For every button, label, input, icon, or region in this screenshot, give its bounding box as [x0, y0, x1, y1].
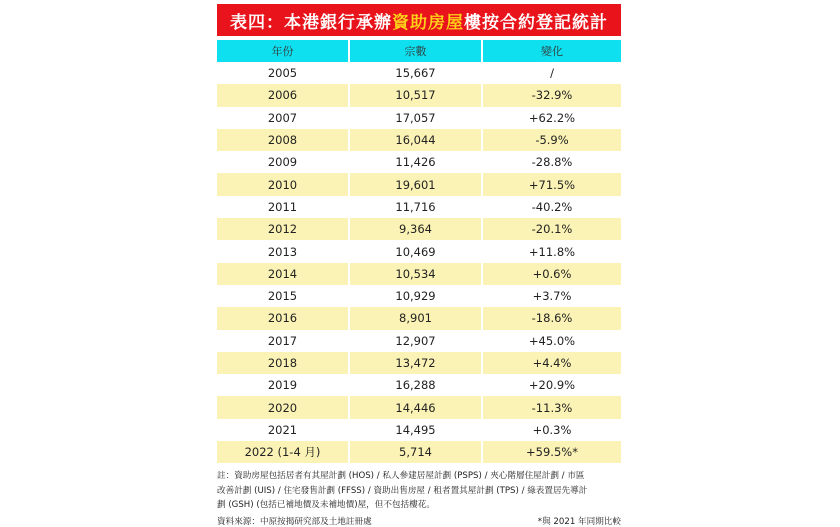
- cell-count: 13,472: [350, 352, 481, 374]
- cell-year: 2017: [217, 330, 348, 352]
- cell-count: 16,044: [350, 129, 481, 151]
- cell-year: 2006: [217, 84, 348, 106]
- cell-change: +0.6%: [483, 263, 621, 285]
- table-row: [217, 129, 621, 151]
- source-row: [217, 515, 621, 527]
- cell-count: 10,534: [350, 263, 481, 285]
- table-row: [217, 218, 621, 240]
- cell-count: 10,469: [350, 240, 481, 262]
- cell-year: 2010: [217, 173, 348, 195]
- header-change: 變化: [483, 40, 621, 62]
- cell-count: 8,901: [350, 307, 481, 329]
- note-line: 改善計劃 (UIS) / 住宅發售計劃 (FFSS) / 資助出售房屋 / 租者置其屋計劃 (TPS) / 綠表置居先導計: [217, 485, 588, 496]
- table-row: [217, 173, 621, 195]
- cell-year: 2022 (1-4 月): [217, 441, 348, 463]
- cell-change: -40.2%: [483, 196, 621, 218]
- table-row: [217, 396, 621, 418]
- table-title: [217, 4, 621, 36]
- table-header: [217, 40, 621, 62]
- cell-change: /: [483, 62, 621, 84]
- cell-year: 2018: [217, 352, 348, 374]
- cell-year: 2007: [217, 107, 348, 129]
- cell-change: +71.5%: [483, 173, 621, 195]
- cell-year: 2015: [217, 285, 348, 307]
- cell-change: +45.0%: [483, 330, 621, 352]
- cell-count: 12,907: [350, 330, 481, 352]
- cell-year: 2009: [217, 151, 348, 173]
- cell-change: +0.3%: [483, 419, 621, 441]
- cell-change: +4.4%: [483, 352, 621, 374]
- cell-change: +59.5%*: [483, 441, 621, 463]
- table-row: [217, 62, 621, 84]
- cell-year: 2021: [217, 419, 348, 441]
- note-line: 劃 (GSH) (包括已補地價及未補地價)屋，但不包括樓花。: [217, 500, 435, 511]
- title-prefix: 表四：本港銀行承辦: [230, 12, 392, 33]
- table-body: [217, 62, 621, 463]
- table-row: [217, 263, 621, 285]
- cell-year: 2012: [217, 218, 348, 240]
- cell-count: 16,288: [350, 374, 481, 396]
- table-row: [217, 352, 621, 374]
- table-row: [217, 196, 621, 218]
- table-row: [217, 151, 621, 173]
- table-row: [217, 419, 621, 441]
- table-row: [217, 285, 621, 307]
- cell-count: 14,446: [350, 396, 481, 418]
- cell-change: -20.1%: [483, 218, 621, 240]
- source-text: 資料來源：中原按揭研究部及土地註冊處: [217, 516, 372, 527]
- cell-year: 2011: [217, 196, 348, 218]
- header-count: 宗數: [350, 40, 481, 62]
- cell-year: 2008: [217, 129, 348, 151]
- cell-change: +3.7%: [483, 285, 621, 307]
- cell-count: 14,495: [350, 419, 481, 441]
- title-highlight: 資助房屋: [392, 12, 464, 33]
- table-row: [217, 374, 621, 396]
- cell-year: 2014: [217, 263, 348, 285]
- table-row: [217, 240, 621, 262]
- table-row: [217, 84, 621, 106]
- cell-change: +62.2%: [483, 107, 621, 129]
- cell-year: 2020: [217, 396, 348, 418]
- cell-change: -18.6%: [483, 307, 621, 329]
- table-row: [217, 330, 621, 352]
- cell-year: 2005: [217, 62, 348, 84]
- cell-count: 10,929: [350, 285, 481, 307]
- table-row: [217, 107, 621, 129]
- table-row: [217, 307, 621, 329]
- note-line: 註：資助房屋包括居者有其屋計劃 (HOS) / 私人參建居屋計劃 (PSPS) / 夾心階層住屋計劃 / 市區: [217, 471, 585, 482]
- title-suffix: 樓按合約登記統計: [464, 12, 608, 33]
- cell-change: -11.3%: [483, 396, 621, 418]
- cell-count: 15,667: [350, 62, 481, 84]
- cell-count: 9,364: [350, 218, 481, 240]
- cell-count: 11,716: [350, 196, 481, 218]
- footnote-text: *與 2021 年同期比較: [537, 516, 621, 527]
- cell-year: 2019: [217, 374, 348, 396]
- cell-change: -5.9%: [483, 129, 621, 151]
- cell-year: 2013: [217, 240, 348, 262]
- cell-count: 10,517: [350, 84, 481, 106]
- cell-change: +20.9%: [483, 374, 621, 396]
- header-year: 年份: [217, 40, 348, 62]
- cell-change: +11.8%: [483, 240, 621, 262]
- cell-count: 5,714: [350, 441, 481, 463]
- cell-year: 2016: [217, 307, 348, 329]
- cell-count: 17,057: [350, 107, 481, 129]
- cell-change: -28.8%: [483, 151, 621, 173]
- table-row: [217, 441, 621, 463]
- cell-count: 19,601: [350, 173, 481, 195]
- table-panel: [217, 4, 621, 527]
- cell-change: -32.9%: [483, 84, 621, 106]
- notes: [217, 469, 621, 513]
- cell-count: 11,426: [350, 151, 481, 173]
